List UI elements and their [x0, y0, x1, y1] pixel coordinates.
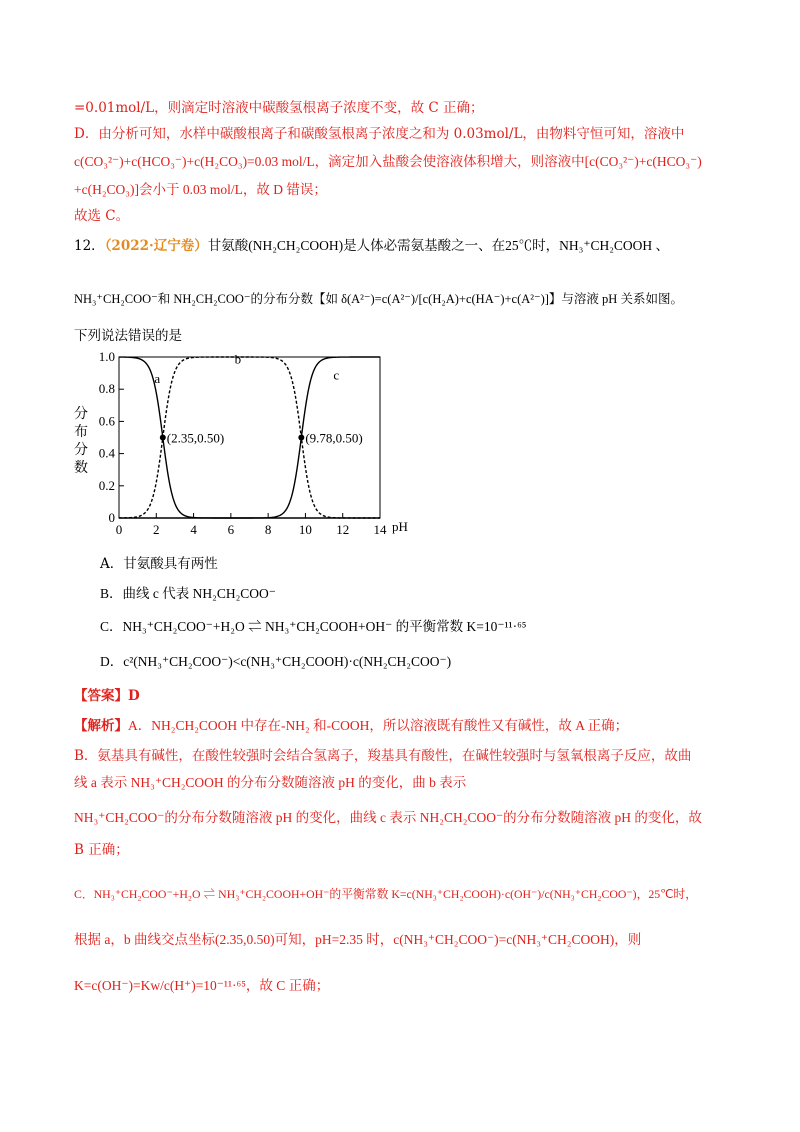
- intersection-point: [298, 435, 304, 441]
- option-d: D．c²(NH₃⁺CH₂COO⁻)<c(NH₃⁺CH₂COOH)·c(NH₂CH₂COO⁻): [100, 654, 452, 669]
- question-header: [74, 236, 669, 256]
- analysis-b-line-2: 线 a 表示 NH₃⁺CH₂COOH 的分布分数随溶液 pH 的变化，曲 b 表示: [74, 775, 467, 790]
- question-source: （2022·辽宁卷）: [104, 238, 208, 254]
- prev-solution-line-3: c(CO₃²⁻)+c(HCO₃⁻)+c(H₂CO₃)=0.03 mol/L，滴定加入盐酸会使溶液体积增大，则溶液中[c(CO₃²⁻)+c(HCO₃⁻): [74, 154, 702, 169]
- x-tick-label: 10: [298, 522, 312, 537]
- distribution-chart: [66, 346, 426, 546]
- y-tick-label: 0.2: [98, 477, 115, 493]
- analysis-b-line-4: B 正确；: [74, 842, 129, 858]
- analysis-a-text: A．NH₂CH₂COOH 中存在-NH₂ 和-COOH，所以溶液既有酸性又有碱性，故 A 正确；: [128, 718, 629, 733]
- x-axis-label: pH: [392, 519, 408, 534]
- option-b: B．曲线 c 代表 NH₂CH₂COO⁻: [100, 586, 276, 601]
- y-tick-label: 0: [108, 510, 115, 525]
- x-tick-label: 12: [336, 522, 350, 537]
- intersection-label: (2.35,0.50): [166, 430, 225, 446]
- prev-solution-line-2: D．由分析可知，水样中碳酸根离子和碳酸氢根离子浓度之和为 0.03mol/L，由物料守恒可知，溶液中: [74, 126, 685, 142]
- analysis-c-line-3: K=c(OH⁻)=Kw/c(H⁺)=10⁻¹¹·⁶⁵，故 C 正确；: [74, 978, 330, 993]
- x-tick-label: 0: [115, 522, 123, 537]
- y-tick-label: 0.6: [98, 413, 115, 429]
- curve-label-c: c: [333, 367, 340, 383]
- y-tick-label: 0.4: [98, 445, 115, 461]
- y-tick-label: 1.0: [98, 349, 115, 364]
- analysis-b-line-3: NH₃⁺CH₂COO⁻的分布分数随溶液 pH 的变化，曲线 c 表示 NH₂CH₂COO⁻的分布分数随溶液 pH 的变化，故: [74, 810, 702, 825]
- analysis-label: 【解析】: [74, 718, 128, 733]
- analysis-c-line-1: C．NH₃⁺CH₂COO⁻+H₂O ⇌ NH₃⁺CH₂COOH+OH⁻的平衡常数 K=c(NH₃⁺CH₂COOH)·c(OH⁻)/c(NH₃⁺CH₂COO⁻)，25℃时，: [74, 887, 698, 901]
- question-stem-line-3: 下列说法错误的是: [74, 328, 182, 344]
- analysis-c-line-2: 根据 a，b 曲线交点坐标(2.35,0.50)可知，pH=2.35 时，c(NH₃⁺CH₂COO⁻)=c(NH₃⁺CH₂COOH)，则: [74, 932, 642, 947]
- x-tick-label: 14: [373, 522, 387, 537]
- prev-solution-line-4: +c(H₂CO₃)]会小于 0.03 mol/L，故 D 错误；: [74, 182, 327, 197]
- analysis-a-line: [74, 716, 628, 736]
- x-tick-label: 6: [227, 522, 235, 537]
- prev-solution-line-5: 故选 C。: [74, 208, 130, 224]
- answer-value: D: [128, 688, 140, 704]
- intersection-point: [160, 435, 166, 441]
- curve-label-b: b: [234, 351, 242, 367]
- option-c: C．NH₃⁺CH₂COO⁻+H₂O ⇌ NH₃⁺CH₂COOH+OH⁻ 的平衡常数 K=10⁻¹¹·⁶⁵: [100, 619, 527, 634]
- y-tick-label: 0.8: [98, 381, 115, 397]
- intersection-label: (9.78,0.50): [305, 430, 363, 446]
- answer-line: [74, 686, 140, 706]
- curve-label-a: a: [154, 370, 161, 386]
- question-stem-line-1: 甘氨酸(NH₂CH₂COOH)是人体必需氨基酸之一、在25℃时，NH₃⁺CH₂COOH 、: [207, 238, 670, 253]
- analysis-b-line-1: B．氨基具有碱性，在酸性较强时会结合氢离子，羧基具有酸性，在碱性较强时与氢氧根离子反应，故曲: [74, 748, 692, 764]
- x-tick-label: 8: [264, 522, 272, 537]
- x-tick-label: 4: [190, 522, 197, 537]
- option-a: A．甘氨酸具有两性: [100, 556, 218, 572]
- x-tick-label: 2: [153, 522, 160, 537]
- question-stem-line-2: NH₃⁺CH₂COO⁻和 NH₂CH₂COO⁻的分布分数【如 δ(A²⁻)=c(A²⁻)/[c(H₂A)+c(HA⁻)+c(A²⁻)]】与溶液 pH 关系如图。: [74, 292, 683, 306]
- answer-label: 【答案】: [74, 688, 128, 704]
- prev-solution-line-1: =0.01mol/L，则滴定时溶液中碳酸氢根离子浓度不变，故 C 正确；: [74, 100, 484, 116]
- y-axis-label: 分布分数: [74, 407, 88, 476]
- question-number: 12．: [74, 238, 105, 254]
